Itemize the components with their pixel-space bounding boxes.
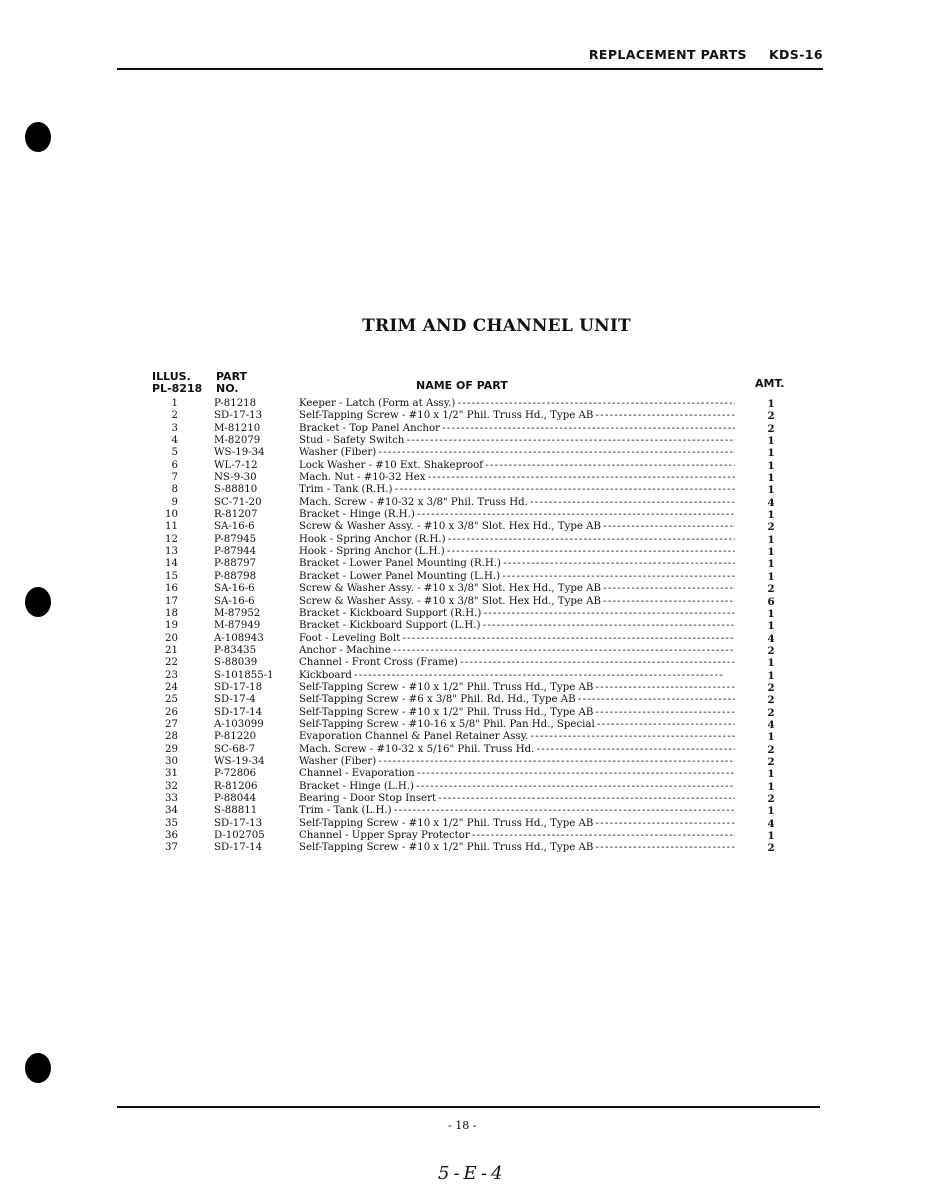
table-row [0, 682, 951, 694]
table-row [0, 842, 951, 854]
amount: 2 [767, 422, 775, 435]
illus-number: 29 [165, 743, 178, 755]
part-name: Channel - Upper Spray Protector - - - [299, 830, 735, 842]
amount: 1 [767, 435, 775, 448]
illus-number: 33 [165, 793, 178, 804]
col-amt-heading: AMT. [755, 377, 785, 390]
part-number: M-87949 [214, 620, 261, 632]
illus-number: 21 [165, 644, 178, 656]
part-name: Lock Washer - #10 Ext. Shakeproof - - - [299, 460, 735, 472]
part-name: Bracket - Kickboard Support (R.H.) - - - [299, 608, 735, 620]
part-number: A-108943 [214, 632, 264, 644]
amount: 2 [767, 694, 775, 707]
illus-number: 19 [165, 620, 178, 632]
page-header [589, 47, 823, 62]
illus-number: 37 [165, 842, 178, 854]
amount: 6 [767, 595, 775, 608]
table-row [0, 534, 951, 546]
part-name: Mach. Nut - #10-32 Hex - - - [299, 472, 735, 484]
part-number: SC-71-20 [214, 496, 262, 508]
part-number: WS-19-34 [214, 755, 265, 767]
part-name: Self-Tapping Screw - #10 x 1/2" Phil. Truss Hd., Type AB - - - [299, 842, 735, 854]
amount: 1 [767, 484, 775, 497]
part-number: P-81218 [214, 398, 257, 409]
table-row [0, 731, 951, 743]
part-number: P-88798 [214, 570, 257, 582]
part-name: Self-Tapping Screw - #10 x 1/2" Phil. Truss Hd., Type AB - - - [299, 707, 735, 719]
table-row [0, 558, 951, 570]
illus-number: 7 [171, 472, 178, 484]
amount: 1 [767, 669, 775, 682]
part-name: Screw & Washer Assy. - #10 x 3/8" Slot. Hex Hd., Type AB - - - [299, 521, 735, 533]
amount: 1 [767, 546, 775, 559]
part-name: Washer (Fiber) - - - [299, 447, 735, 459]
illus-number: 23 [165, 669, 178, 681]
amount: 2 [767, 706, 775, 719]
amount: 2 [767, 842, 775, 855]
part-number: A-103099 [214, 718, 264, 730]
part-name: Channel - Front Cross (Frame) - - - [299, 657, 735, 669]
illus-number: 12 [165, 533, 178, 545]
amount: 1 [767, 731, 775, 744]
part-number: R-81207 [214, 509, 258, 521]
part-name: Kickboard - - - [299, 670, 735, 682]
part-number: P-88044 [214, 793, 257, 804]
handwritten-code: 5-E-4 [438, 1163, 507, 1184]
page-title: TRIM AND CHANNEL UNIT [362, 316, 631, 336]
amount: 1 [767, 768, 775, 781]
amount: 1 [767, 533, 775, 546]
amount: 1 [767, 780, 775, 793]
part-name: Bearing - Door Stop Insert - - - [299, 793, 735, 805]
illus-number: 16 [165, 583, 178, 595]
part-name: Washer (Fiber) - - - [299, 756, 735, 768]
part-number: SC-68-7 [214, 743, 256, 755]
illus-number: 34 [165, 805, 178, 817]
part-number: P-87944 [214, 546, 257, 558]
part-number: R-81206 [214, 780, 258, 792]
part-name: Hook - Spring Anchor (R.H.) - - - [299, 534, 735, 546]
part-name: Evaporation Channel & Panel Retainer Assy. - - - [299, 731, 735, 743]
illus-number: 10 [165, 509, 178, 521]
part-number: SA-16-6 [214, 521, 255, 533]
col-illus-heading [152, 371, 202, 395]
illus-number: 5 [171, 447, 178, 459]
table-row [0, 645, 951, 657]
part-number: WL-7-12 [214, 459, 258, 471]
illus-number: 6 [171, 459, 178, 471]
table-row [0, 620, 951, 632]
table-row [0, 768, 951, 780]
table-row [0, 546, 951, 558]
table-row [0, 509, 951, 521]
illus-number: 17 [165, 595, 178, 607]
part-number: WS-19-34 [214, 447, 265, 459]
header-section: REPLACEMENT PARTS [588, 47, 747, 62]
part-name: Bracket - Kickboard Support (L.H.) - - - [299, 620, 735, 632]
part-name: Bracket - Hinge (L.H.) - - - [299, 781, 735, 793]
part-name: Screw & Washer Assy. - #10 x 3/8" Slot. Hex Hd., Type AB - - - [299, 583, 735, 595]
part-number: S-88811 [214, 805, 258, 817]
amount: 1 [767, 459, 775, 472]
table-row [0, 781, 951, 793]
amount: 4 [767, 817, 775, 830]
col-illus-line1: ILLUS. [152, 370, 191, 383]
part-name: Self-Tapping Screw - #10 x 1/2" Phil. Truss Hd., Type AB - - - [299, 818, 735, 830]
part-name: Bracket - Top Panel Anchor - - - [299, 423, 735, 435]
table-row [0, 793, 951, 805]
amount: 4 [767, 632, 775, 645]
table-row [0, 447, 951, 459]
part-name: Hook - Spring Anchor (L.H.) - - - [299, 546, 735, 558]
amount: 2 [767, 793, 775, 805]
amount: 4 [767, 496, 775, 509]
amount: 2 [767, 644, 775, 657]
table-row [0, 571, 951, 583]
part-name: Bracket - Hinge (R.H.) - - - [299, 509, 735, 521]
illus-number: 13 [165, 546, 178, 558]
amount: 2 [767, 743, 775, 756]
part-number: SA-16-6 [214, 595, 255, 607]
part-number: M-81210 [214, 422, 261, 434]
illus-number: 22 [165, 657, 178, 669]
part-name: Trim - Tank (R.H.) - - - [299, 484, 735, 496]
part-name: Foot - Leveling Bolt - - - [299, 633, 735, 645]
amount: 1 [767, 570, 775, 583]
part-number: P-87945 [214, 533, 257, 545]
illus-number: 36 [165, 830, 178, 842]
table-row [0, 744, 951, 756]
table-row [0, 818, 951, 830]
amount: 1 [767, 558, 775, 571]
col-part-line1: PART [216, 370, 248, 383]
amount: 1 [767, 509, 775, 522]
header-rule [117, 68, 823, 70]
amount: 4 [767, 718, 775, 731]
part-name: Screw & Washer Assy. - #10 x 3/8" Slot. Hex Hd., Type AB - - - [299, 596, 735, 608]
part-name: Stud - Safety Switch - - - [299, 435, 735, 447]
part-name: Channel - Evaporation - - - [299, 768, 735, 780]
part-number: M-87952 [214, 607, 261, 619]
amount: 1 [767, 607, 775, 620]
part-number: NS-9-30 [214, 472, 257, 484]
amount: 1 [767, 805, 775, 818]
part-name: Trim - Tank (L.H.) - - - [299, 805, 735, 817]
illus-number: 15 [165, 570, 178, 582]
part-number: D-102705 [214, 830, 265, 842]
table-row [0, 423, 951, 435]
part-number: P-81220 [214, 731, 257, 743]
amount: 2 [767, 521, 775, 534]
table-row [0, 830, 951, 842]
illus-number: 27 [165, 718, 178, 730]
illus-number: 1 [171, 398, 178, 409]
amount: 1 [767, 447, 775, 460]
col-part-heading [216, 371, 247, 395]
part-name: Keeper - Latch (Form at Assy.) - - - [299, 398, 735, 410]
illus-number: 30 [165, 755, 178, 767]
illus-number: 25 [165, 694, 178, 706]
part-number: P-83435 [214, 644, 257, 656]
binder-hole-top [25, 122, 51, 152]
col-part-line2: NO. [216, 382, 239, 395]
illus-number: 20 [165, 632, 178, 644]
table-row [0, 497, 951, 509]
part-number: SD-17-14 [214, 706, 263, 718]
amount: 2 [767, 681, 775, 694]
illus-number: 31 [165, 768, 178, 780]
part-number: SD-17-14 [214, 842, 263, 854]
header-model: KDS-16 [768, 47, 823, 62]
illus-number: 18 [165, 607, 178, 619]
binder-hole-bottom [25, 1053, 51, 1083]
amount: 1 [767, 398, 775, 410]
part-number: P-72806 [214, 768, 257, 780]
part-number: P-88797 [214, 558, 257, 570]
table-row [0, 707, 951, 719]
amount: 2 [767, 755, 775, 768]
part-number: S-88810 [214, 484, 258, 496]
part-name: Self-Tapping Screw - #10 x 1/2" Phil. Truss Hd., Type AB - - - [299, 682, 735, 694]
part-number: SD-17-4 [214, 694, 256, 706]
part-number: S-88039 [214, 657, 258, 669]
table-row [0, 719, 951, 731]
part-name: Self-Tapping Screw - #6 x 3/8" Phil. Rd. Hd., Type AB - - - [299, 694, 735, 706]
part-number: SD-17-13 [214, 817, 263, 829]
amount: 2 [767, 410, 775, 423]
table-row [0, 608, 951, 620]
table-row [0, 521, 951, 533]
illus-number: 4 [171, 435, 178, 447]
illus-number: 2 [171, 410, 178, 422]
part-name: Mach. Screw - #10-32 x 5/16" Phil. Truss Hd. - - - [299, 744, 735, 756]
table-row [0, 435, 951, 447]
col-illus-line2: PL-8218 [152, 382, 203, 395]
illus-number: 35 [165, 817, 178, 829]
illus-number: 3 [171, 422, 178, 434]
part-number: M-82079 [214, 435, 261, 447]
table-row [0, 484, 951, 496]
page-number: - 18 - [448, 1119, 477, 1132]
col-name-heading: NAME OF PART [416, 379, 508, 392]
table-row [0, 633, 951, 645]
part-number: SD-17-18 [214, 681, 263, 693]
illus-number: 8 [171, 484, 178, 496]
table-row [0, 756, 951, 768]
illus-number: 32 [165, 780, 178, 792]
amount: 1 [767, 657, 775, 670]
illus-number: 14 [165, 558, 178, 570]
table-row [0, 596, 951, 608]
table-row [0, 398, 951, 410]
part-name: Mach. Screw - #10-32 x 3/8" Phil. Truss Hd. - - - [299, 497, 735, 509]
part-name: Self-Tapping Screw - #10-16 x 5/8" Phil. Pan Hd., Special - - - [299, 719, 735, 731]
table-row [0, 472, 951, 484]
amount: 1 [767, 620, 775, 633]
amount: 2 [767, 583, 775, 596]
amount: 1 [767, 830, 775, 843]
part-name: Bracket - Lower Panel Mounting (L.H.) - - - [299, 571, 735, 583]
parts-table [0, 398, 951, 855]
part-name: Self-Tapping Screw - #10 x 1/2" Phil. Truss Hd., Type AB - - - [299, 410, 735, 422]
illus-number: 26 [165, 706, 178, 718]
table-row [0, 460, 951, 472]
illus-number: 9 [171, 496, 178, 508]
table-row [0, 805, 951, 817]
table-row [0, 583, 951, 595]
table-row [0, 694, 951, 706]
table-row [0, 670, 951, 682]
footer-rule [117, 1106, 820, 1108]
part-number: S-101855-1 [214, 669, 274, 681]
part-name: Bracket - Lower Panel Mounting (R.H.) - - - [299, 558, 735, 570]
illus-number: 11 [165, 521, 178, 533]
part-number: SD-17-13 [214, 410, 263, 422]
part-name: Anchor - Machine - - - [299, 645, 735, 657]
table-row [0, 410, 951, 422]
part-number: SA-16-6 [214, 583, 255, 595]
table-row [0, 657, 951, 669]
illus-number: 28 [165, 731, 178, 743]
illus-number: 24 [165, 681, 178, 693]
amount: 1 [767, 472, 775, 485]
